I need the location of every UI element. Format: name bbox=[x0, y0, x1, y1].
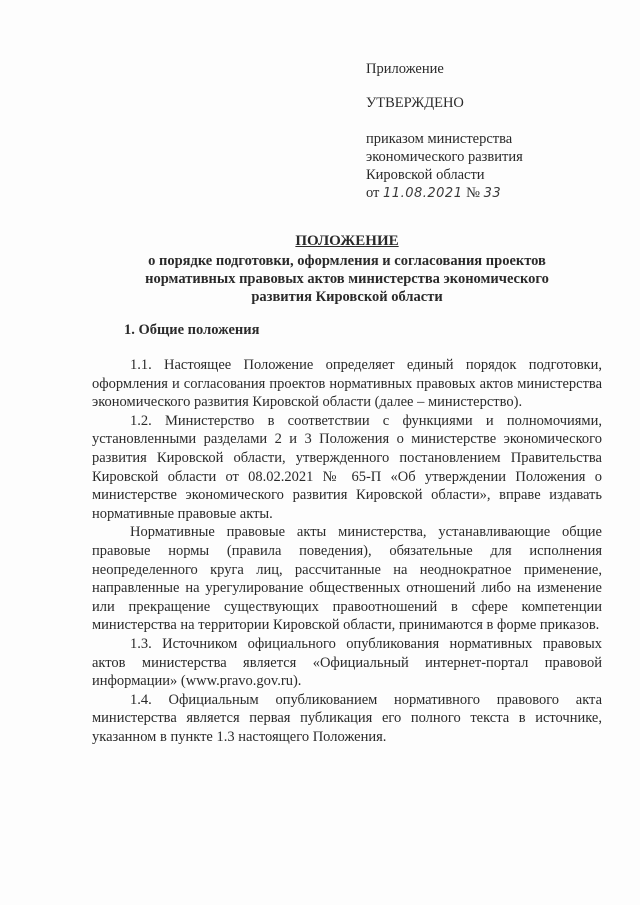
order-date-line bbox=[366, 184, 616, 203]
number-label: № bbox=[466, 185, 480, 201]
handwritten-date: 11.08.2021 bbox=[383, 186, 463, 201]
document-title bbox=[92, 232, 602, 306]
handwritten-number: 33 bbox=[483, 186, 502, 201]
paragraph-1-1: 1.1. Настоящее Положение определяет единый порядок подготовки, оформления и согласования проектов нормативных правовых актов министерства экономического развития Кировской области (далее – министерство). bbox=[92, 357, 602, 411]
paragraph-1-4: 1.4. Официальным опубликованием нормативного правового акта министерства является первая публикация его полного текста в источнике, указанном в пункте 1.3 настоящего Положения. bbox=[92, 691, 602, 745]
order-line-1: приказом министерства bbox=[366, 131, 513, 147]
title-main: ПОЛОЖЕНИЕ bbox=[295, 233, 399, 249]
order-line-3: Кировской области bbox=[366, 167, 485, 183]
title-line-1: о порядке подготовки, оформления и согласования проектов bbox=[148, 253, 546, 269]
order-line-2: экономического развития bbox=[366, 149, 523, 165]
paragraph-normative-acts: Нормативные правовые акты министерства, устанавливающие общие правовые нормы (правила поведения), обязательные для исполнения неопределенного круга лиц, рассчитанные на неоднократное применение, направленные на урегулирование общественных отношений либо на изменение или прекращение существующих правоотношений в сфере компетенции министерства на территории Кировской области, принимаются в форме приказов. bbox=[92, 524, 602, 634]
approval-block bbox=[366, 60, 616, 203]
paragraph-1-2: 1.2. Министерство в соответствии с функциями и полномочиями, установленными разделами 2 и 3 Положения о министерстве экономического развития Кировской области, утвержденного постановлением Правительства Кировской области от 08.02.2021 № 65-П «Об утверждении Положения о министерстве экономического развития Кировской области», вправе издавать нормативные правовые акты. bbox=[92, 412, 602, 522]
approved-stamp: УТВЕРЖДЕНО bbox=[366, 95, 464, 111]
appendix-label: Приложение bbox=[366, 61, 444, 77]
paragraph-1-3: 1.3. Источником официального опубликования нормативных правовых актов министерства является «Официальный интернет-портал правовой информации» (www.pravo.gov.ru). bbox=[92, 635, 602, 690]
section-heading: 1. Общие положения bbox=[124, 322, 260, 338]
document-body bbox=[92, 356, 602, 746]
from-label: от bbox=[366, 185, 380, 201]
title-line-3: развития Кировской области bbox=[251, 289, 443, 305]
title-line-2: нормативных правовых актов министерства экономического bbox=[145, 271, 549, 287]
